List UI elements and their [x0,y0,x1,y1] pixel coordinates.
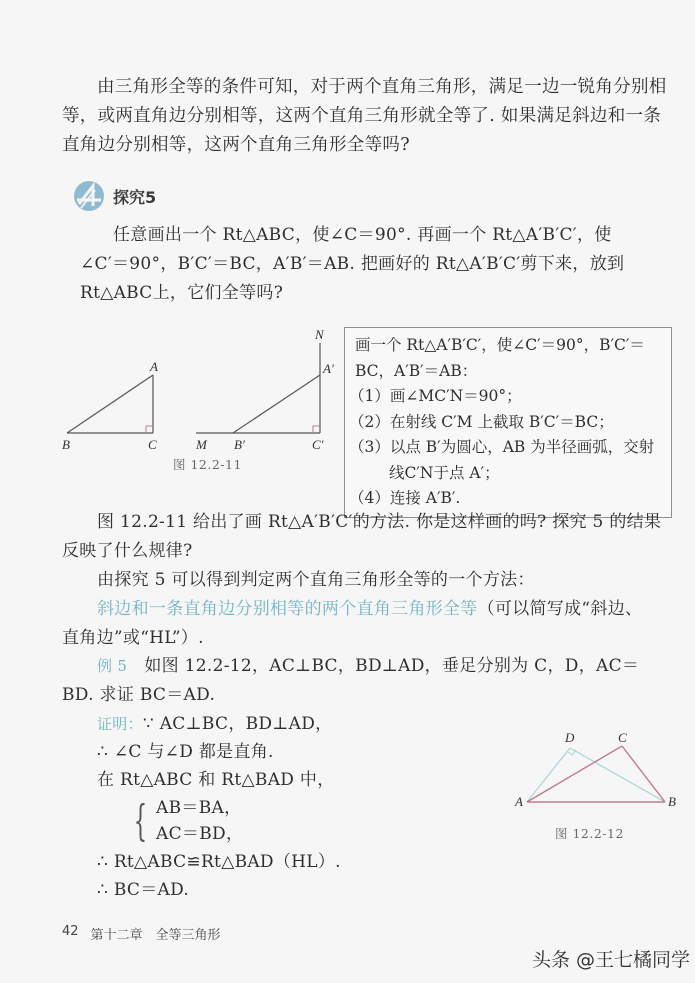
label-B: B [62,437,70,452]
box-step-4: （4）连接 A′B′. [349,489,461,507]
proof-eq-1: AB＝BA， [156,798,242,818]
label-C2: C [618,730,627,745]
discussion-paragraph [62,508,682,653]
explore-title: 探究5 [113,187,157,207]
brace-icon: { [133,796,148,845]
figure-12-2-12 [510,728,690,843]
label-N: N [315,327,324,342]
box-step-2: （2）在射线 C′M 上截取 B′C′＝BC； [349,412,614,431]
theorem-line-2: 直角边”或“HL”）. [62,628,204,648]
chapter-title: 第十二章 全等三角形 [90,928,221,943]
theorem-line [62,595,682,624]
proof-eq-2: AC＝BD， [156,824,244,844]
construction-steps-box [344,327,672,518]
proof-step-conclusion-1: ∴ Rt△ABC≌Rt△BAD（HL）. [97,852,341,872]
box-intro-line-2: BC，A′B′＝AB： [355,361,478,380]
hl-theorem-highlight: 斜边和一条直角边分别相等的两个直角三角形全等 [97,599,478,619]
intro-line-1: 由三角形全等的条件可知，对于两个直角三角形，满足一边一锐角分别相 [97,77,667,97]
box-step-1: （1）画∠MC′N＝90°； [349,387,522,405]
proof [97,710,497,904]
page-number: 42 [62,924,79,939]
label-C: C [148,437,157,452]
example-line-2: BD. 求证 BC＝AD. [62,685,216,705]
example-statement: 如图 12.2-12，AC⊥BC，BD⊥AD，垂足分别为 C，D，AC＝ [144,656,640,676]
page-footer [62,924,221,943]
intro-paragraph [62,73,672,160]
intro-line-2: 等，或两直角边分别相等，这两个直角三角形就全等了. 如果满足斜边和一条 [62,106,662,126]
label-M: M [196,437,207,452]
proof-step-1: ∵ AC⊥BC，BD⊥AD， [142,714,333,734]
label-A-prime: A′ [323,361,334,376]
proof-step-2: ∴ ∠C 与∠D 都是直角. [97,742,274,762]
box-step-3-cont: 线C′N于点 A′； [389,463,500,482]
box-intro-line-1: 画一个 Rt△A′B′C′，使∠C′＝90°，B′C′＝ [355,336,645,354]
proof-step-3: 在 Rt△ABC 和 Rt△BAD 中， [97,770,335,790]
explore-line-3: Rt△ABC上，它们全等吗? [80,283,284,303]
explore-heading [73,180,156,212]
intro-line-3: 直角边分别相等，这两个直角三角形全等吗? [62,135,410,155]
figure-12-caption: 图 12.2-12 [555,826,624,841]
discussion-line-2: 反映了什么规律? [62,541,193,561]
label-A: A [150,359,158,374]
figure-12-2-11 [55,325,345,475]
example-line-1 [62,652,682,681]
hl-theorem-note: （可以简写成“斜边、 [477,599,643,619]
triangle-diagrams [55,325,345,475]
label-B-prime: B′ [234,437,245,452]
example-5 [62,652,682,710]
label-B2: B [668,794,676,809]
discussion-line-1: 图 12.2-11 给出了画 Rt△A′B′C′的方法. 你是这样画的吗? 探究 5 的结果 [97,512,662,532]
proof-step-conclusion-2: ∴ BC＝AD. [97,880,190,900]
abcd-diagram [510,728,690,818]
explore-body [80,221,680,308]
watermark: 头条 @王七橘同学 [532,949,691,971]
explore-line-1: 任意画出一个 Rt△ABC，使∠C＝90°. 再画一个 Rt△A′B′C′，使 [113,225,612,245]
explore-logo-icon [73,180,105,212]
discussion-line-3: 由探究 5 可以得到判定两个直角三角形全等的一个方法： [97,570,535,590]
label-C-prime: C′ [312,437,324,452]
explore-line-2: ∠C′＝90°，B′C′＝BC，A′B′＝AB. 把画好的 Rt△A′B′C′剪下来，放到 [80,254,625,274]
label-D: D [565,730,575,745]
proof-line-1 [97,710,497,738]
box-step-3: （3）以点 B′为圆心，AB 为半径画弧，交射 [349,438,655,456]
proof-system [127,794,497,848]
example-label: 例 5 [97,657,128,675]
proof-label: 证明： [97,715,143,733]
figure-11-caption: 图 12.2-11 [173,457,242,472]
label-A2: A [515,794,523,809]
